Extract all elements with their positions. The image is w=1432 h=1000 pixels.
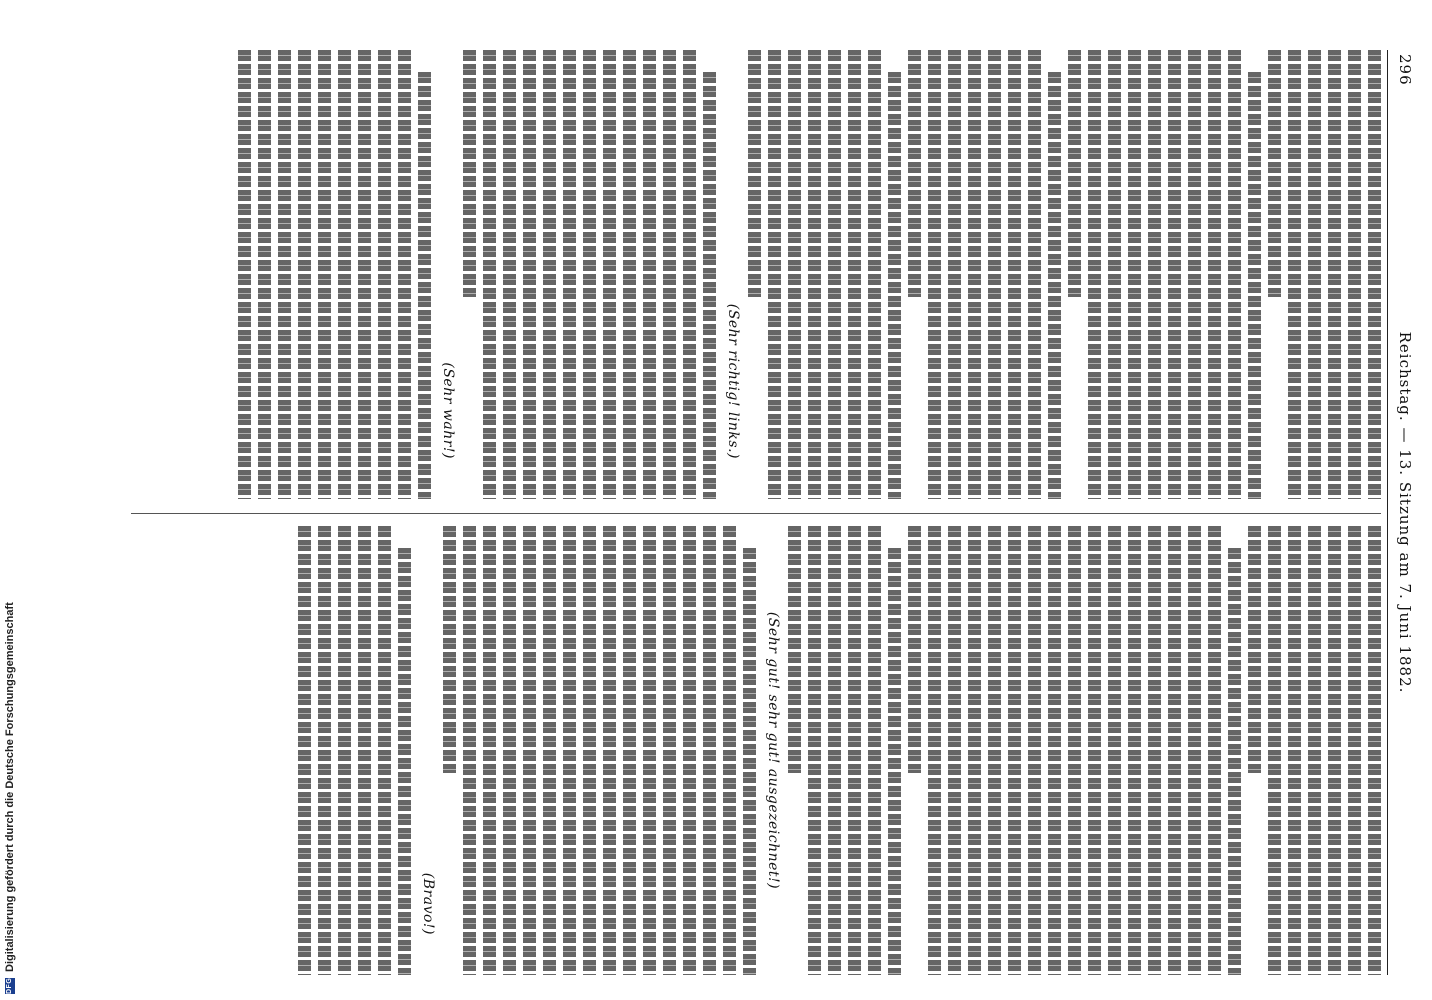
text-line: [543, 526, 556, 975]
interjection: (Bravo!): [420, 872, 436, 935]
interjection: (Sehr wahr!): [440, 362, 456, 459]
text-line: [463, 50, 476, 297]
text-line: [748, 50, 761, 297]
text-line: [663, 526, 676, 975]
text-line: [1028, 526, 1041, 975]
text-line: [643, 50, 656, 499]
text-line: [1328, 526, 1341, 975]
text-line: [1328, 50, 1341, 499]
page-title: Reichstag. — 13. Sitzung am 7. Juni 1882.: [1396, 331, 1414, 694]
text-line: [968, 526, 981, 975]
text-line: [928, 50, 941, 499]
text-line: [908, 526, 921, 773]
text-line: [868, 526, 881, 975]
text-line: [1048, 72, 1061, 499]
text-line: [828, 526, 841, 975]
text-line: [318, 50, 331, 499]
text-line: [683, 50, 696, 499]
text-line: [1288, 526, 1301, 975]
text-line: [1068, 50, 1081, 297]
text-line: [338, 50, 351, 499]
text-line: [1188, 50, 1201, 499]
text-line: [298, 526, 311, 975]
text-line: [443, 526, 456, 773]
text-line: [463, 526, 476, 975]
text-line: [1368, 50, 1381, 499]
text-line: [378, 50, 391, 499]
text-line: [1108, 526, 1121, 975]
text-line: [908, 50, 921, 297]
interjection: (Sehr richtig! links.): [725, 303, 741, 459]
text-line: [1268, 526, 1281, 975]
text-line: [1108, 50, 1121, 499]
text-line: [398, 50, 411, 499]
text-line: [888, 548, 901, 975]
text-line: [1368, 526, 1381, 975]
text-line: [928, 526, 941, 975]
text-line: [848, 50, 861, 499]
text-line: [1048, 526, 1061, 975]
text-line: [418, 72, 431, 499]
text-line: [503, 526, 516, 975]
text-line: [583, 50, 596, 499]
text-line: [1348, 50, 1361, 499]
text-line: [523, 50, 536, 499]
text-line: [1248, 526, 1261, 773]
text-line: [788, 526, 801, 773]
text-line: [1128, 50, 1141, 499]
text-line: [988, 50, 1001, 499]
text-line: [258, 50, 271, 499]
text-line: [563, 50, 576, 499]
text-line: [1168, 526, 1181, 975]
text-line: [663, 50, 676, 499]
text-line: [1208, 526, 1221, 975]
text-line: [788, 50, 801, 499]
text-line: [643, 526, 656, 975]
text-line: [483, 50, 496, 499]
text-line: [723, 526, 736, 975]
page-number: 296: [1396, 54, 1414, 86]
page-header: [1390, 50, 1414, 975]
text-line: [483, 526, 496, 975]
text-line: [603, 50, 616, 499]
text-line: [968, 50, 981, 499]
text-line: [1148, 526, 1161, 975]
text-line: [1268, 50, 1281, 297]
text-line: [888, 72, 901, 499]
digitization-credit: Digitalisierung gefördert durch die Deutsche Forschungsgemeinschaft: [4, 602, 16, 972]
text-line: [988, 526, 1001, 975]
text-line: [1348, 526, 1361, 975]
text-line: [1088, 526, 1101, 975]
interjection: (Sehr gut! sehr gut! ausgezeichnet!): [765, 611, 781, 890]
left-column: [131, 50, 1381, 499]
text-line: [1028, 50, 1041, 499]
text-line: [1248, 72, 1261, 499]
text-line: [298, 50, 311, 499]
text-line: [703, 526, 716, 975]
text-line: [1208, 50, 1221, 499]
text-line: [1068, 526, 1081, 975]
text-line: [503, 50, 516, 499]
text-line: [808, 526, 821, 975]
text-line: [948, 50, 961, 499]
text-line: [523, 526, 536, 975]
header-divider: [1387, 50, 1388, 975]
text-line: [868, 50, 881, 499]
text-line: [338, 526, 351, 975]
text-columns: [131, 50, 1381, 975]
credit-strip: [0, 0, 20, 1000]
text-line: [358, 50, 371, 499]
text-line: [623, 50, 636, 499]
text-line: [768, 50, 781, 499]
text-line: [543, 50, 556, 499]
text-line: [358, 526, 371, 975]
text-line: [1128, 526, 1141, 975]
text-line: [1008, 526, 1021, 975]
text-line: [703, 72, 716, 499]
text-line: [278, 50, 291, 499]
text-line: [683, 526, 696, 975]
text-line: [1088, 50, 1101, 499]
right-column: [131, 513, 1381, 975]
text-line: [623, 526, 636, 975]
text-line: [948, 526, 961, 975]
text-line: [378, 526, 391, 975]
text-line: [398, 548, 411, 975]
text-line: [1148, 50, 1161, 499]
text-line: [1168, 50, 1181, 499]
text-line: [1288, 50, 1301, 499]
text-line: [1308, 50, 1321, 499]
document-page: [110, 40, 1420, 985]
text-line: [238, 50, 251, 499]
text-line: [318, 526, 331, 975]
text-line: [1008, 50, 1021, 499]
text-line: [1308, 526, 1321, 975]
credit-inner: [2, 4, 18, 994]
text-line: [583, 526, 596, 975]
text-line: [1188, 526, 1201, 975]
text-line: [828, 50, 841, 499]
text-line: [1228, 548, 1241, 975]
text-line: [743, 548, 756, 975]
text-line: [808, 50, 821, 499]
dfg-logo-icon: DFG: [6, 977, 13, 994]
text-line: [603, 526, 616, 975]
text-line: [1228, 50, 1241, 499]
text-line: [848, 526, 861, 975]
text-line: [563, 526, 576, 975]
